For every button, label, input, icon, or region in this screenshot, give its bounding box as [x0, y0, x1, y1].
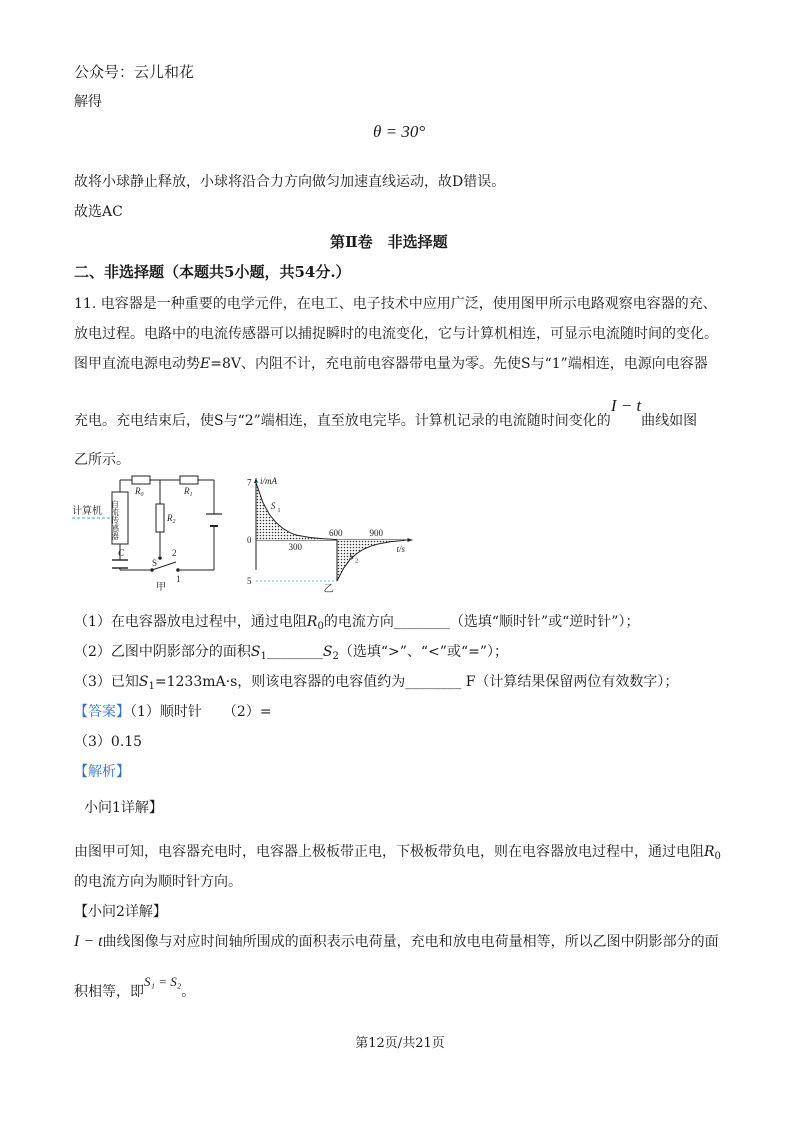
explain-heading-1: 小问1详解】: [84, 800, 163, 816]
analysis-tag: 【解析】: [74, 764, 130, 780]
conclusion-line: 故将小球静止释放，小球将沿合力方向做匀加速直线运动，故D错误。: [74, 174, 506, 190]
q11-line-2: 放电过程。电路中的电流传感器可以捕捉瞬时的电流变化，它与计算机相连，可显示电流随时间的变化。: [74, 326, 718, 342]
switch-node-1: [176, 568, 180, 572]
section-heading: 二、非选择题（本题共5小题，共54分.）: [74, 263, 351, 281]
circuit-caption: 甲: [156, 582, 166, 593]
subq-3: （3）已知$S_1=1233mA\cdot s$，则该电容器的电容值约为________ F（计算结果保留两位有效数字）；: [74, 674, 679, 692]
q11-line-1: 11. 电容器是一种重要的电学元件，在电工、电子技术中应用广泛，使用图甲所示电路观察电容器的充、: [74, 296, 717, 312]
q11-line-5: 乙所示。: [74, 452, 130, 468]
r2-label: $R_2$: [167, 513, 176, 525]
q11-line-4: 充电。充电结束后，使S与“2”端相连，直至放电完毕。计算机记录的电流随时间变化的I − t曲线如图: [74, 396, 698, 429]
theta-equation: θ = 30°: [373, 122, 426, 141]
current-time-chart: [244, 474, 434, 596]
answer-line-2: （3）0.15: [74, 734, 143, 750]
series-label-s1-sub: 1: [277, 507, 281, 514]
answer-line-1: 【答案】（1）顺时针 （2）=: [74, 704, 272, 720]
page-number: 第12页/共21页: [355, 1036, 445, 1051]
tick-label-600: 600: [329, 528, 343, 538]
resistor-r1: [180, 476, 198, 484]
x-axis-arrow: [408, 538, 413, 542]
q11-line-3: 图甲直流电源电动势E=8V、内阻不计，充电前电容器带电量为零。先使S与“1”端相连，电源向电容器: [74, 356, 708, 372]
explain-1-line-2: 的电流方向为顺时针方向。: [74, 874, 242, 890]
subq-2: （2）乙图中阴影部分的面积$S_1\_\_\_\_\_\_\_\_S_2$（选填“>”、“<”或“=”）；: [74, 644, 508, 662]
choice-line: 故选AC: [74, 204, 123, 220]
computer-label: 计算机: [72, 506, 102, 517]
explain-2-line-1: I − t曲线图像与对应时间轴所围成的面积表示电荷量，充电和放电电荷量相等，所以乙图中阴影部分的面: [74, 933, 719, 950]
subq-1: （1）在电容器放电过程中，通过电阻$R_0$的电流方向________（选填“顺时针”或“逆时针”）；: [74, 614, 640, 632]
tick-label-900: 900: [369, 528, 383, 538]
circuit-diagram: [72, 474, 242, 594]
resistor-r2: [156, 504, 164, 532]
answer-tag: 【答案】: [74, 704, 130, 720]
series-label-s2: S: [349, 551, 354, 562]
explain-2-line-2: 积相等，即S₁ = S₂。: [74, 974, 196, 1000]
sensor-label: 自流传感器: [110, 500, 120, 540]
tick-label-7: 7: [247, 477, 252, 488]
x-axis-label: t/s: [396, 544, 406, 554]
r0-label: $R_0$: [135, 486, 144, 498]
chart-caption: 乙: [323, 584, 334, 595]
explain-1-line-1: 由图甲可知，电容器充电时，电容器上极板带正电，下极板带负电，则在电容器放电过程中，通过电阻$R_0$: [74, 844, 721, 862]
section-title: 第Ⅱ卷 非选择题: [330, 233, 448, 251]
r1-label: $R_1$: [184, 486, 193, 498]
switch-1-label: 1: [176, 574, 181, 584]
jie-de-text: 解得: [74, 94, 102, 110]
tick-label-5: 5: [247, 576, 252, 586]
y-axis-label: i/mA: [260, 476, 277, 486]
series-label-s1: S: [270, 500, 276, 511]
resistor-r0: [132, 476, 150, 484]
series-label-s2-sub: 2: [355, 558, 359, 565]
switch-s-label: S: [152, 558, 158, 568]
brand-text: 公众号：云儿和花: [74, 63, 195, 81]
switch-2-label: 2: [172, 548, 177, 558]
explain-heading-2: 【小问2详解】: [74, 904, 167, 920]
tick-label-0: 0: [247, 535, 252, 545]
capacitor-label: C: [118, 548, 125, 558]
switch-node-2: [158, 556, 162, 560]
tick-label-300: 300: [288, 542, 302, 552]
